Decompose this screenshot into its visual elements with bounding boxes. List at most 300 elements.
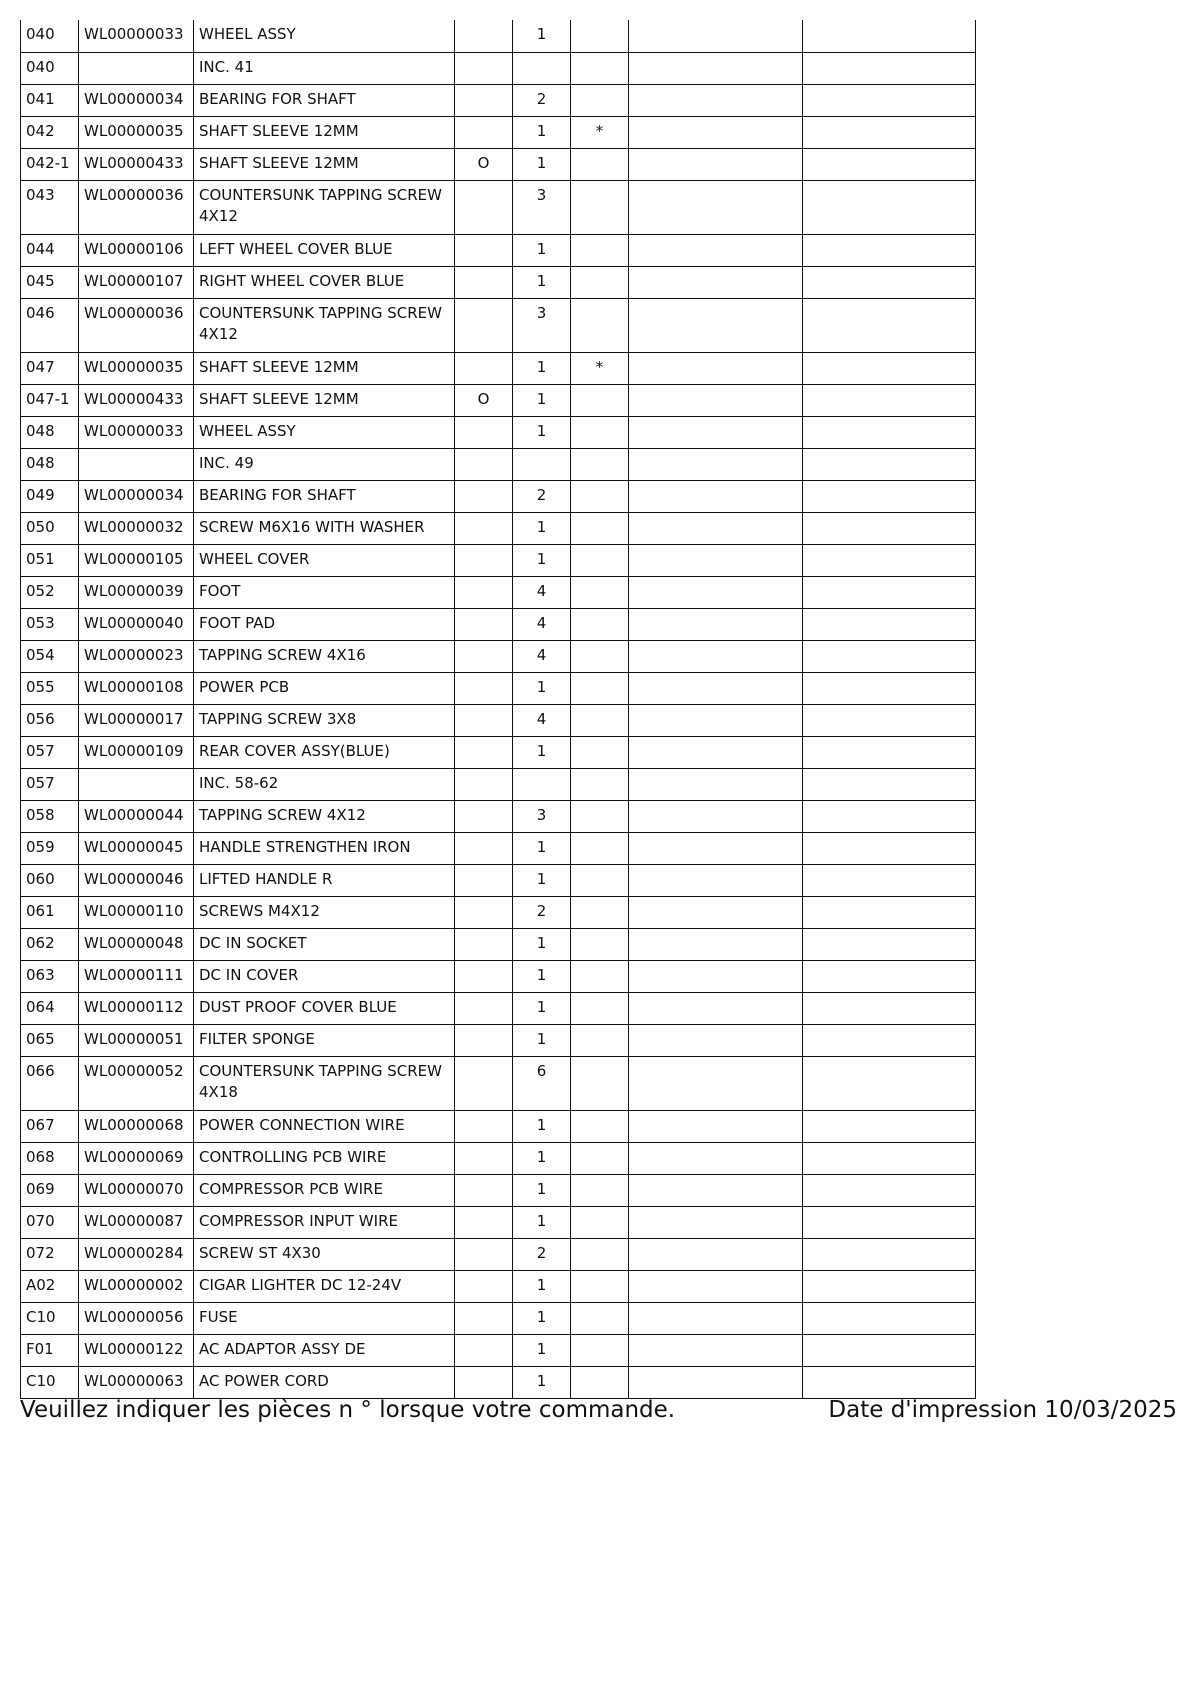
part-position: 057: [21, 768, 79, 800]
part-position: C10: [21, 1366, 79, 1398]
part-position: F01: [21, 1334, 79, 1366]
blank-cell: [803, 180, 976, 234]
part-option: [455, 704, 513, 736]
part-option: [455, 928, 513, 960]
part-mark: *: [571, 352, 629, 384]
part-option: [455, 20, 513, 52]
table-row: [21, 1270, 976, 1302]
part-code: [79, 448, 194, 480]
part-quantity: [513, 448, 571, 480]
table-row: [21, 1302, 976, 1334]
part-code: WL00000036: [79, 180, 194, 234]
part-mark: [571, 544, 629, 576]
table-row: [21, 544, 976, 576]
part-position: 042: [21, 116, 79, 148]
part-description: INC. 49: [194, 448, 455, 480]
blank-cell: [803, 52, 976, 84]
part-position: 063: [21, 960, 79, 992]
part-quantity: 1: [513, 512, 571, 544]
part-mark: [571, 1302, 629, 1334]
part-code: WL00000033: [79, 416, 194, 448]
part-code: WL00000063: [79, 1366, 194, 1398]
part-position: 067: [21, 1110, 79, 1142]
blank-cell: [803, 608, 976, 640]
part-option: [455, 992, 513, 1024]
table-row: [21, 672, 976, 704]
blank-cell: [803, 672, 976, 704]
table-row: [21, 1056, 976, 1110]
part-quantity: 1: [513, 20, 571, 52]
table-row: [21, 352, 976, 384]
part-quantity: 2: [513, 84, 571, 116]
part-position: 057: [21, 736, 79, 768]
part-mark: [571, 416, 629, 448]
part-option: [455, 1024, 513, 1056]
blank-cell: [629, 1270, 803, 1302]
part-description: SCREW ST 4X30: [194, 1238, 455, 1270]
part-code: WL00000087: [79, 1206, 194, 1238]
part-quantity: 1: [513, 1024, 571, 1056]
part-description: FILTER SPONGE: [194, 1024, 455, 1056]
part-option: [455, 512, 513, 544]
part-quantity: 1: [513, 116, 571, 148]
part-mark: [571, 896, 629, 928]
part-mark: [571, 1110, 629, 1142]
blank-cell: [803, 544, 976, 576]
blank-cell: [803, 992, 976, 1024]
part-mark: [571, 832, 629, 864]
part-code: WL00000069: [79, 1142, 194, 1174]
print-date: Date d'impression 10/03/2025: [828, 1397, 1177, 1423]
part-mark: [571, 608, 629, 640]
part-position: 055: [21, 672, 79, 704]
part-description: POWER PCB: [194, 672, 455, 704]
part-quantity: 1: [513, 1142, 571, 1174]
part-description: INC. 58-62: [194, 768, 455, 800]
blank-cell: [803, 234, 976, 266]
table-row: [21, 864, 976, 896]
table-row: [21, 148, 976, 180]
part-description: SHAFT SLEEVE 12MM: [194, 352, 455, 384]
part-quantity: 4: [513, 704, 571, 736]
part-option: O: [455, 148, 513, 180]
blank-cell: [629, 1366, 803, 1398]
blank-cell: [629, 512, 803, 544]
part-position: 044: [21, 234, 79, 266]
part-description: TAPPING SCREW 3X8: [194, 704, 455, 736]
part-mark: [571, 266, 629, 298]
blank-cell: [629, 896, 803, 928]
part-option: [455, 864, 513, 896]
part-code: WL00000433: [79, 148, 194, 180]
part-option: [455, 1056, 513, 1110]
part-description: BEARING FOR SHAFT: [194, 84, 455, 116]
blank-cell: [629, 960, 803, 992]
part-position: 051: [21, 544, 79, 576]
part-mark: [571, 928, 629, 960]
part-mark: [571, 84, 629, 116]
part-description: COUNTERSUNK TAPPING SCREW 4X12: [194, 298, 455, 352]
blank-cell: [629, 864, 803, 896]
part-option: O: [455, 384, 513, 416]
part-description: LEFT WHEEL COVER BLUE: [194, 234, 455, 266]
blank-cell: [803, 1366, 976, 1398]
part-quantity: 3: [513, 180, 571, 234]
part-code: WL00000040: [79, 608, 194, 640]
part-position: 054: [21, 640, 79, 672]
blank-cell: [803, 800, 976, 832]
part-mark: [571, 736, 629, 768]
table-row: [21, 576, 976, 608]
part-code: WL00000111: [79, 960, 194, 992]
blank-cell: [629, 800, 803, 832]
blank-cell: [803, 960, 976, 992]
part-quantity: 2: [513, 896, 571, 928]
part-quantity: [513, 768, 571, 800]
part-mark: [571, 20, 629, 52]
part-description: FOOT: [194, 576, 455, 608]
part-quantity: 1: [513, 234, 571, 266]
part-code: WL00000107: [79, 266, 194, 298]
part-quantity: 1: [513, 416, 571, 448]
blank-cell: [803, 1302, 976, 1334]
part-position: 064: [21, 992, 79, 1024]
part-option: [455, 416, 513, 448]
part-mark: [571, 480, 629, 512]
table-row: [21, 1110, 976, 1142]
part-position: 062: [21, 928, 79, 960]
blank-cell: [803, 640, 976, 672]
blank-cell: [629, 1174, 803, 1206]
blank-cell: [629, 416, 803, 448]
part-description: WHEEL ASSY: [194, 416, 455, 448]
part-description: HANDLE STRENGTHEN IRON: [194, 832, 455, 864]
table-row: [21, 960, 976, 992]
part-description: SHAFT SLEEVE 12MM: [194, 384, 455, 416]
part-mark: [571, 512, 629, 544]
part-description: FOOT PAD: [194, 608, 455, 640]
part-option: [455, 640, 513, 672]
table-row: [21, 992, 976, 1024]
part-code: WL00000039: [79, 576, 194, 608]
part-position: C10: [21, 1302, 79, 1334]
part-position: 043: [21, 180, 79, 234]
table-row: [21, 1366, 976, 1398]
part-quantity: 4: [513, 608, 571, 640]
part-option: [455, 800, 513, 832]
part-option: [455, 576, 513, 608]
part-code: WL00000070: [79, 1174, 194, 1206]
part-code: WL00000046: [79, 864, 194, 896]
part-option: [455, 1238, 513, 1270]
part-option: [455, 1302, 513, 1334]
blank-cell: [803, 1174, 976, 1206]
part-option: [455, 1270, 513, 1302]
part-code: WL00000033: [79, 20, 194, 52]
part-mark: [571, 640, 629, 672]
part-option: [455, 768, 513, 800]
blank-cell: [803, 116, 976, 148]
part-mark: [571, 180, 629, 234]
blank-cell: [803, 928, 976, 960]
blank-cell: [803, 1238, 976, 1270]
part-mark: [571, 1238, 629, 1270]
part-code: WL00000051: [79, 1024, 194, 1056]
part-description: BEARING FOR SHAFT: [194, 480, 455, 512]
part-option: [455, 234, 513, 266]
part-mark: [571, 576, 629, 608]
part-position: 069: [21, 1174, 79, 1206]
blank-cell: [629, 234, 803, 266]
blank-cell: [803, 864, 976, 896]
part-option: [455, 960, 513, 992]
part-mark: [571, 384, 629, 416]
part-quantity: 6: [513, 1056, 571, 1110]
table-row: [21, 1174, 976, 1206]
blank-cell: [803, 768, 976, 800]
part-option: [455, 116, 513, 148]
part-code: WL00000035: [79, 116, 194, 148]
part-mark: [571, 448, 629, 480]
part-description: SCREWS M4X12: [194, 896, 455, 928]
part-code: WL00000002: [79, 1270, 194, 1302]
table-row: [21, 800, 976, 832]
part-code: WL00000108: [79, 672, 194, 704]
part-option: [455, 266, 513, 298]
part-description: AC POWER CORD: [194, 1366, 455, 1398]
blank-cell: [803, 896, 976, 928]
part-option: [455, 1110, 513, 1142]
blank-cell: [629, 768, 803, 800]
part-position: 048: [21, 448, 79, 480]
part-code: WL00000052: [79, 1056, 194, 1110]
part-quantity: 1: [513, 266, 571, 298]
blank-cell: [629, 640, 803, 672]
blank-cell: [629, 672, 803, 704]
part-description: COMPRESSOR INPUT WIRE: [194, 1206, 455, 1238]
table-row: [21, 298, 976, 352]
part-description: TAPPING SCREW 4X16: [194, 640, 455, 672]
table-row: [21, 1334, 976, 1366]
table-row: [21, 1142, 976, 1174]
part-option: [455, 1206, 513, 1238]
blank-cell: [803, 352, 976, 384]
table-row: [21, 640, 976, 672]
part-position: 045: [21, 266, 79, 298]
part-description: FUSE: [194, 1302, 455, 1334]
part-quantity: 1: [513, 544, 571, 576]
part-option: [455, 180, 513, 234]
blank-cell: [803, 1270, 976, 1302]
table-row: [21, 84, 976, 116]
blank-cell: [803, 736, 976, 768]
part-description: SHAFT SLEEVE 12MM: [194, 116, 455, 148]
part-code: WL00000023: [79, 640, 194, 672]
part-description: DUST PROOF COVER BLUE: [194, 992, 455, 1024]
blank-cell: [803, 832, 976, 864]
blank-cell: [629, 352, 803, 384]
blank-cell: [803, 512, 976, 544]
part-description: CONTROLLING PCB WIRE: [194, 1142, 455, 1174]
table-row: [21, 448, 976, 480]
part-position: 048: [21, 416, 79, 448]
table-row: [21, 1206, 976, 1238]
part-position: 047-1: [21, 384, 79, 416]
blank-cell: [629, 928, 803, 960]
part-position: 072: [21, 1238, 79, 1270]
blank-cell: [629, 384, 803, 416]
blank-cell: [803, 1024, 976, 1056]
blank-cell: [629, 1056, 803, 1110]
blank-cell: [803, 1334, 976, 1366]
blank-cell: [803, 416, 976, 448]
part-position: 053: [21, 608, 79, 640]
part-mark: [571, 992, 629, 1024]
part-quantity: 1: [513, 148, 571, 180]
part-description: DC IN COVER: [194, 960, 455, 992]
part-mark: [571, 768, 629, 800]
blank-cell: [803, 448, 976, 480]
table-row: [21, 480, 976, 512]
part-code: [79, 768, 194, 800]
part-quantity: 1: [513, 832, 571, 864]
part-description: SCREW M6X16 WITH WASHER: [194, 512, 455, 544]
part-position: 070: [21, 1206, 79, 1238]
part-description: COMPRESSOR PCB WIRE: [194, 1174, 455, 1206]
part-mark: [571, 52, 629, 84]
part-mark: [571, 1366, 629, 1398]
part-quantity: 1: [513, 736, 571, 768]
part-position: 041: [21, 84, 79, 116]
part-mark: [571, 1056, 629, 1110]
part-quantity: 3: [513, 298, 571, 352]
part-mark: *: [571, 116, 629, 148]
part-quantity: 1: [513, 1174, 571, 1206]
part-mark: [571, 1270, 629, 1302]
part-code: WL00000433: [79, 384, 194, 416]
table-row: [21, 20, 976, 52]
blank-cell: [629, 1110, 803, 1142]
part-quantity: 3: [513, 800, 571, 832]
table-row: [21, 234, 976, 266]
part-option: [455, 672, 513, 704]
blank-cell: [629, 736, 803, 768]
blank-cell: [803, 1206, 976, 1238]
blank-cell: [803, 266, 976, 298]
part-code: WL00000110: [79, 896, 194, 928]
blank-cell: [803, 480, 976, 512]
part-quantity: 1: [513, 352, 571, 384]
part-mark: [571, 672, 629, 704]
part-mark: [571, 800, 629, 832]
part-position: 060: [21, 864, 79, 896]
part-code: [79, 52, 194, 84]
part-position: 047: [21, 352, 79, 384]
part-code: WL00000034: [79, 84, 194, 116]
table-row: [21, 180, 976, 234]
part-code: WL00000035: [79, 352, 194, 384]
part-position: 065: [21, 1024, 79, 1056]
part-option: [455, 1174, 513, 1206]
part-option: [455, 896, 513, 928]
part-quantity: 1: [513, 1334, 571, 1366]
table-row: [21, 608, 976, 640]
blank-cell: [803, 1110, 976, 1142]
blank-cell: [803, 704, 976, 736]
part-description: COUNTERSUNK TAPPING SCREW 4X12: [194, 180, 455, 234]
blank-cell: [803, 1056, 976, 1110]
part-option: [455, 1142, 513, 1174]
part-description: AC ADAPTOR ASSY DE: [194, 1334, 455, 1366]
part-code: WL00000112: [79, 992, 194, 1024]
part-option: [455, 52, 513, 84]
part-code: WL00000106: [79, 234, 194, 266]
blank-cell: [803, 298, 976, 352]
part-description: SHAFT SLEEVE 12MM: [194, 148, 455, 180]
table-row: [21, 1024, 976, 1056]
part-description: REAR COVER ASSY(BLUE): [194, 736, 455, 768]
part-code: WL00000045: [79, 832, 194, 864]
blank-cell: [629, 544, 803, 576]
part-code: WL00000068: [79, 1110, 194, 1142]
part-option: [455, 84, 513, 116]
blank-cell: [629, 704, 803, 736]
part-description: WHEEL ASSY: [194, 20, 455, 52]
part-position: 046: [21, 298, 79, 352]
part-description: COUNTERSUNK TAPPING SCREW 4X18: [194, 1056, 455, 1110]
part-code: WL00000034: [79, 480, 194, 512]
table-row: [21, 928, 976, 960]
part-position: 059: [21, 832, 79, 864]
part-quantity: 1: [513, 864, 571, 896]
part-mark: [571, 960, 629, 992]
part-code: WL00000044: [79, 800, 194, 832]
part-description: TAPPING SCREW 4X12: [194, 800, 455, 832]
part-mark: [571, 234, 629, 266]
part-quantity: [513, 52, 571, 84]
blank-cell: [629, 180, 803, 234]
part-position: 040: [21, 52, 79, 84]
part-mark: [571, 148, 629, 180]
part-mark: [571, 1142, 629, 1174]
part-quantity: 1: [513, 672, 571, 704]
parts-table: [20, 20, 976, 1399]
part-description: CIGAR LIGHTER DC 12-24V: [194, 1270, 455, 1302]
blank-cell: [629, 480, 803, 512]
part-quantity: 2: [513, 1238, 571, 1270]
part-mark: [571, 1334, 629, 1366]
part-code: WL00000105: [79, 544, 194, 576]
part-quantity: 4: [513, 576, 571, 608]
part-code: WL00000122: [79, 1334, 194, 1366]
table-row: [21, 1238, 976, 1270]
blank-cell: [629, 1206, 803, 1238]
part-mark: [571, 1206, 629, 1238]
blank-cell: [629, 448, 803, 480]
table-row: [21, 704, 976, 736]
blank-cell: [803, 148, 976, 180]
part-quantity: 1: [513, 1110, 571, 1142]
blank-cell: [629, 20, 803, 52]
part-description: LIFTED HANDLE R: [194, 864, 455, 896]
part-mark: [571, 704, 629, 736]
blank-cell: [629, 1024, 803, 1056]
part-quantity: 1: [513, 384, 571, 416]
part-code: WL00000036: [79, 298, 194, 352]
table-row: [21, 52, 976, 84]
table-row: [21, 416, 976, 448]
blank-cell: [629, 84, 803, 116]
